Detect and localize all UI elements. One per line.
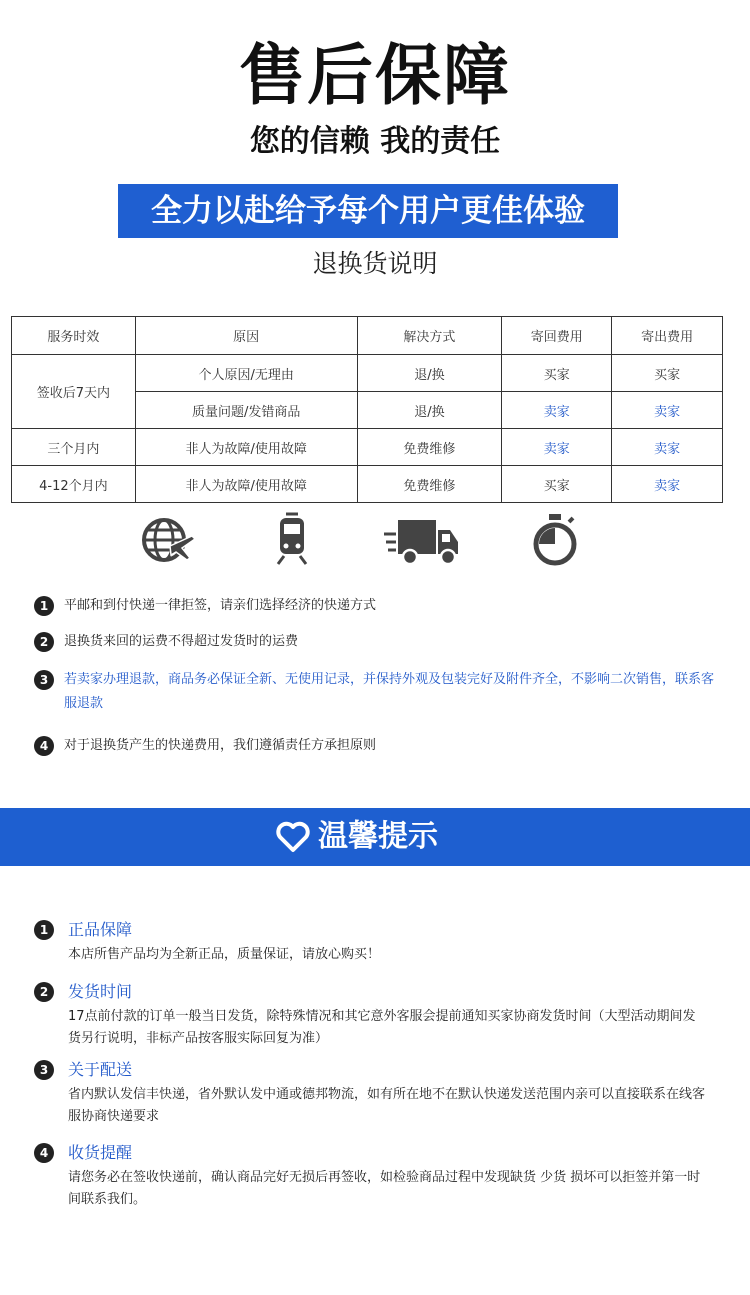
send-fee-cell: 买家 [612, 355, 723, 392]
tip-body: 请您务必在签收快递前，确认商品完好无损后再签收，如检验商品过程中发现缺货 少货 损坏可以拒签并第一时间联系我们。 [68, 1170, 701, 1207]
solution-cell: 退/换 [357, 355, 502, 392]
table-header-cell: 寄回费用 [502, 317, 612, 355]
period-cell: 签收后7天内 [12, 355, 136, 429]
heart-icon [276, 821, 310, 853]
list-item [34, 1141, 724, 1211]
globe-plane-icon [140, 512, 200, 568]
tip-heading: 关于配送 [68, 1060, 133, 1079]
number-badge: 2 [34, 632, 54, 652]
number-badge: 3 [34, 670, 54, 690]
solution-cell: 免费维修 [357, 466, 502, 503]
number-badge: 2 [34, 982, 54, 1002]
return-policy-table [11, 316, 723, 503]
section-title: 退换货说明 [312, 249, 438, 278]
tip-body: 省内默认发信丰快递，省外默认发中通或德邦物流，如有所在地不在默认快递发送范围内亲可以直接联系在线客服协商快递要求 [68, 1087, 706, 1124]
reason-cell: 非人为故障/使用故障 [135, 429, 357, 466]
table-header-cell: 原因 [135, 317, 357, 355]
list-item [34, 668, 724, 718]
promise-banner: 全力以赴给予每个用户更佳体验 [118, 184, 618, 238]
tips-banner [0, 808, 750, 866]
list-item [34, 630, 724, 656]
list-item [34, 1058, 724, 1128]
rule-text: 若卖家办理退款，商品务必保证全新、无使用记录，并保持外观及包装完好及附件齐全，不影响二次销售，联系客服退款 [64, 672, 715, 711]
period-cell: 4-12个月内 [12, 466, 136, 503]
return-fee-cell: 卖家 [502, 429, 612, 466]
return-fee-cell: 买家 [502, 466, 612, 503]
table-row [12, 466, 723, 503]
list-item [34, 980, 724, 1050]
rule-text: 平邮和到付快递一律拒签，请亲们选择经济的快递方式 [64, 598, 377, 613]
number-badge: 4 [34, 1143, 54, 1163]
number-badge: 1 [34, 596, 54, 616]
train-icon [262, 512, 322, 568]
send-fee-cell: 卖家 [612, 392, 723, 429]
table-header-cell: 解决方式 [357, 317, 502, 355]
return-fee-cell: 买家 [502, 355, 612, 392]
tip-body: 17点前付款的订单一般当日发货，除特殊情况和其它意外客服会提前通知买家协商发货时间（大型活动期间发货另行说明，非标产品按客服实际回复为准） [68, 1009, 696, 1046]
tip-body: 本店所售产品均为全新正品，质量保证，请放心购买！ [68, 947, 381, 962]
list-item [34, 734, 724, 760]
send-fee-cell: 卖家 [612, 429, 723, 466]
period-cell: 三个月内 [12, 429, 136, 466]
page-title: 售后保障 [239, 37, 511, 114]
table-header-row [12, 317, 723, 355]
solution-cell: 退/换 [357, 392, 502, 429]
list-item [34, 918, 724, 968]
table-header-cell: 寄出费用 [612, 317, 723, 355]
rule-text: 退换货来回的运费不得超过发货时的运费 [64, 634, 299, 649]
reason-cell: 非人为故障/使用故障 [135, 466, 357, 503]
return-fee-cell: 卖家 [502, 392, 612, 429]
number-badge: 4 [34, 736, 54, 756]
service-icons-row [0, 512, 750, 572]
tip-heading: 发货时间 [68, 982, 133, 1001]
tip-heading: 正品保障 [68, 920, 133, 939]
number-badge: 3 [34, 1060, 54, 1080]
table-row [12, 355, 723, 392]
table-row [12, 429, 723, 466]
tips-title: 温馨提示 [318, 819, 438, 854]
tip-heading: 收货提醒 [68, 1143, 133, 1162]
rule-text: 对于退换货产生的快递费用，我们遵循责任方承担原则 [64, 738, 377, 753]
list-item [34, 594, 724, 620]
delivery-truck-icon [384, 512, 460, 568]
reason-cell: 个人原因/无理由 [135, 355, 357, 392]
stopwatch-icon [527, 512, 587, 568]
solution-cell: 免费维修 [357, 429, 502, 466]
send-fee-cell: 卖家 [612, 466, 723, 503]
page-subtitle: 您的信赖 我的责任 [249, 124, 501, 159]
table-header-cell: 服务时效 [12, 317, 136, 355]
number-badge: 1 [34, 920, 54, 940]
reason-cell: 质量问题/发错商品 [135, 392, 357, 429]
